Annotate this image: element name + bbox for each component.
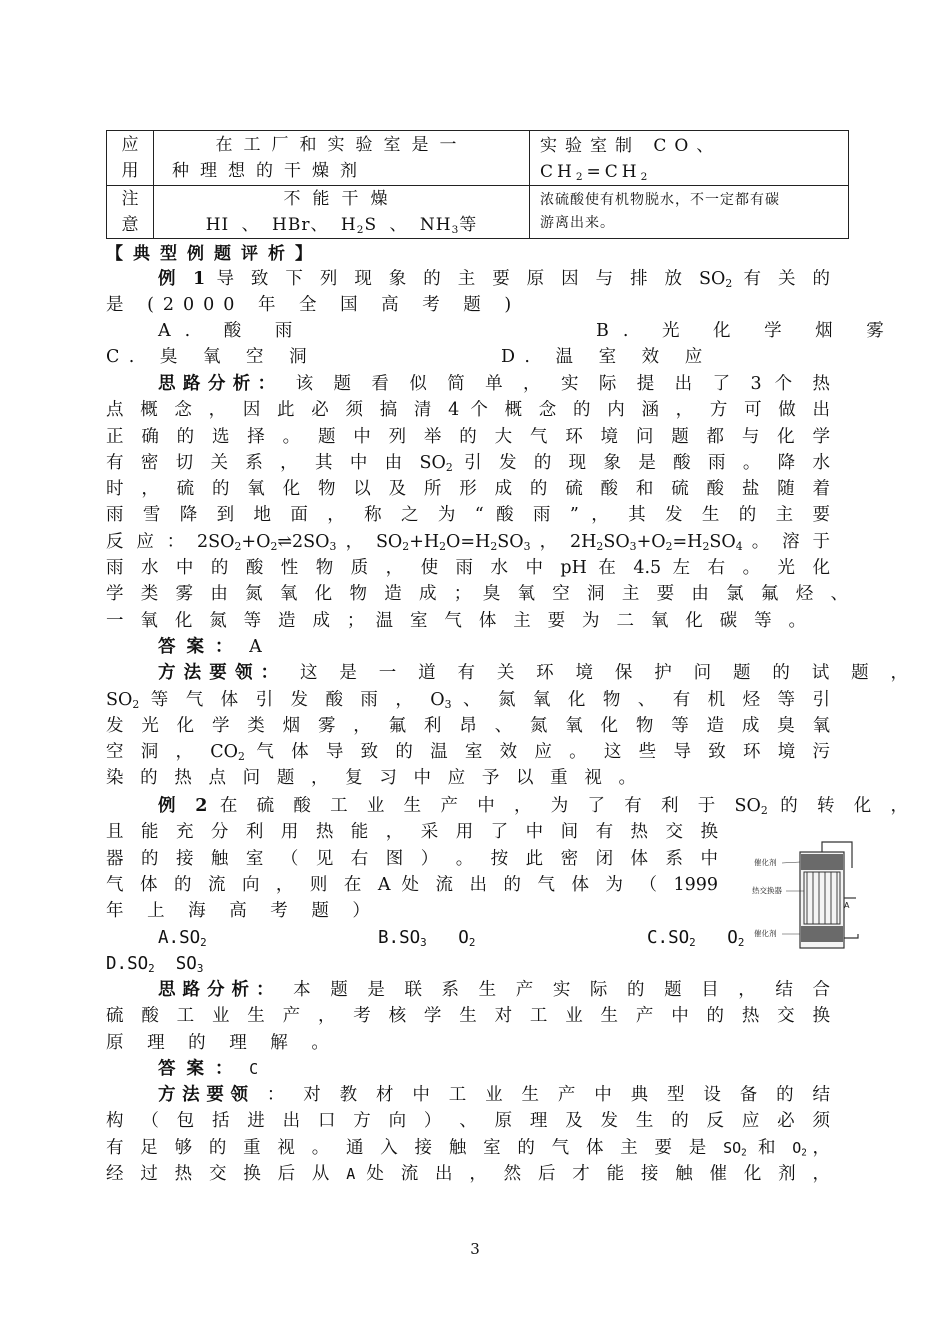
example2-options (106, 925, 836, 977)
option-c[interactable]: $C.SO_2$ $O_2$ (647, 928, 745, 950)
example2-analysis (106, 977, 830, 1187)
option-b[interactable]: $B.SO_3$ $O_2$ (378, 928, 476, 950)
method-line: 经 过 热 交 换 后 从 A 处 流 出 ， 然 后 才 能 接 触 催 化 剂 ， (106, 1164, 830, 1185)
options-row (106, 318, 898, 344)
label-catalyst-top: 催化剂 (754, 858, 777, 867)
options-row (106, 344, 836, 370)
example2-question (106, 793, 908, 924)
analysis-line: 思路分析： 该 题 看 似 简 单 ， 实 际 提 出 了 3 个 热 (158, 374, 830, 394)
table-row-header: 注 意 (107, 186, 154, 239)
answer-value: C (249, 1059, 259, 1078)
analysis-line: 学 类 雾 由 氮 氧 化 物 造 成 ； 臭 氧 空 洞 主 要 由 氯 氟 烃 、 (106, 584, 848, 605)
table-row (107, 131, 849, 186)
options-row (106, 951, 836, 977)
method-line: 空 洞 ， $CO_2$ 气 体 导 致 的 温 室 效 应 。 这 些 导 致 环 境 污 (106, 742, 830, 764)
method-line: 有 足 够 的 重 视 。 通 入 接 触 室 的 气 体 主 要 是 $SO_2$ 和 $O_2$， (106, 1137, 830, 1159)
contact-chamber-figure (752, 838, 864, 962)
option-c[interactable]: C. 臭 氧 空 洞 (106, 347, 317, 367)
example2-question-line: 且 能 充 分 利 用 热 能 ， 采 用 了 中 间 有 热 交 换 (106, 822, 718, 843)
section-heading: 【典型例题评析】 (106, 244, 322, 264)
table-cell: 实验室制 CO、 $CH_2=CH_2$ (530, 131, 849, 186)
method-line: 方法要领 ： 对 教 材 中 工 业 生 产 中 典 型 设 备 的 结 (158, 1085, 831, 1106)
example1-question (106, 266, 830, 319)
example2-question-line: 器 的 接 触 室 （ 见 右 图 ） 。 按 此 密 闭 体 系 中 (106, 848, 718, 869)
options-row (106, 925, 836, 951)
contact-chamber-diagram (752, 838, 864, 962)
label-catalyst-bottom: 催化剂 (754, 929, 777, 938)
example1-analysis (106, 371, 908, 792)
cell-line: 在工厂和实验室是一 (215, 135, 468, 155)
analysis-line: 有 密 切 关 系 ， 其 中 由 $SO_2$ 引 发 的 现 象 是 酸 雨 。 降 水 (106, 452, 830, 474)
analysis-line: 原 理 的 理 解 。 (106, 1032, 338, 1053)
example1-question-line: 例 1 导 致 下 列 现 象 的 主 要 原 因 与 排 放 $SO_2$ 有 关 的 (158, 269, 830, 291)
option-d[interactable]: D. 温 室 效 应 (501, 347, 713, 367)
label-heat-exchanger: 热交换器 (752, 886, 782, 895)
example1-question-line: 是 (2000 年 全 国 高 考 题 ) (106, 295, 521, 316)
table-row-header: 应 用 (107, 131, 154, 186)
analysis-line: 思路分析： 本 题 是 联 系 生 产 实 际 的 题 目 ， 结 合 (158, 980, 831, 1000)
method-label: 方法要领： (158, 663, 287, 684)
method-line: 构 （ 包 括 进 出 口 方 向 ） 、 原 理 及 发 生 的 反 应 必 须 (106, 1111, 830, 1132)
option-a[interactable]: A. 酸 雨 (158, 321, 307, 341)
answer-value: A (249, 636, 262, 657)
cell-line: 不能干燥 (283, 189, 400, 209)
answer-line (106, 634, 830, 660)
answer-line (106, 1056, 830, 1082)
analysis-line: 正 确 的 选 择 。 题 中 列 举 的 大 气 环 境 问 题 都 与 化 学 (106, 426, 830, 447)
option-b[interactable]: B. 光 化 学 烟 雾 (596, 321, 898, 341)
analysis-line: 点 概 念 ， 因 此 必 须 搞 清 4 个 概 念 的 内 涵 ， 方 可 做 出 (106, 400, 830, 421)
analysis-line: 一 氧 化 氮 等 造 成 ； 温 室 气 体 主 要 为 二 氧 化 碳 等 。 (106, 610, 806, 631)
label-a: A (844, 901, 850, 910)
table-cell (154, 131, 530, 186)
table-cell (154, 186, 530, 239)
method-line: 发 光 化 学 类 烟 雾 ， 氟 利 昂 、 氮 氧 化 物 等 造 成 臭 氧 (106, 715, 830, 736)
cell-line: HI 、 HBr、 $H_2S$ 、 $NH_3$等 (205, 215, 478, 236)
method-line: 染 的 热 点 问 题 ， 复 习 中 应 予 以 重 视 。 (106, 768, 636, 789)
answer-label: 答案： (158, 1058, 244, 1079)
option-d[interactable]: $D.SO_2$ $SO_3$ (106, 954, 204, 976)
example2-label: 例 2 (158, 796, 208, 816)
analysis-line: 硫 酸 工 业 生 产 ， 考 核 学 生 对 工 业 生 产 中 的 热 交 换 (106, 1006, 830, 1027)
cell-line: 浓硫酸使有机物脱水，不一定都有碳 (540, 192, 780, 208)
example2-question-line: 例 2 在 硫 酸 工 业 生 产 中 ， 为 了 有 利 于 $SO_2$ 的 转 化 ， (158, 796, 908, 818)
option-a[interactable]: $A.SO_2$ (158, 928, 207, 950)
analysis-line: 时 ， 硫 的 氧 化 物 以 及 所 形 成 的 硫 酸 和 硫 酸 盐 随 着 (106, 479, 830, 500)
properties-table (106, 130, 849, 239)
analysis-line: 反 应 ： $2SO_2+O_2\rightleftharpoons 2SO_3$ ， $SO_2+H_2O=H_2SO_3$ ， $2H_2SO_3+O_2=H_2SO_4$ 。 溶 于 (106, 531, 830, 553)
method-line: 方法要领： 这 是 一 道 有 关 环 境 保 护 问 题 的 试 题 ， (158, 663, 908, 684)
page-number: 3 (470, 1240, 480, 1258)
method-label: 方法要领 (158, 1085, 255, 1106)
analysis-line: 雨 水 中 的 酸 性 物 质 ， 使 雨 水 中 pH 在 4.5 左 右 。 光 化 (106, 558, 830, 579)
example2-question-line: 年 上 海 高 考 题 ） (106, 901, 379, 922)
cell-line: 游离出来。 (540, 215, 615, 231)
answer-label: 答案： (158, 636, 244, 657)
analysis-label: 思路分析： (158, 374, 283, 394)
analysis-line: 雨 雪 降 到 地 面 ， 称 之 为 “ 酸 雨 ” ， 其 发 生 的 主 要 (106, 505, 830, 526)
example1-options (106, 318, 898, 370)
cell-line: 种理想的干燥剂 (172, 161, 368, 181)
table-cell (530, 186, 849, 239)
example2-question-line: 气 体 的 流 向 ， 则 在 A 处 流 出 的 气 体 为 （ 1999 (106, 874, 718, 895)
table-row (107, 186, 849, 239)
example1-label: 例 1 (158, 269, 206, 289)
analysis-label: 思路分析： (158, 980, 281, 1000)
method-line: $SO_2$ 等 气 体 引 发 酸 雨 ， $O_3$ 、 氮 氧 化 物 、 有 机 烃 等 引 (106, 689, 830, 711)
